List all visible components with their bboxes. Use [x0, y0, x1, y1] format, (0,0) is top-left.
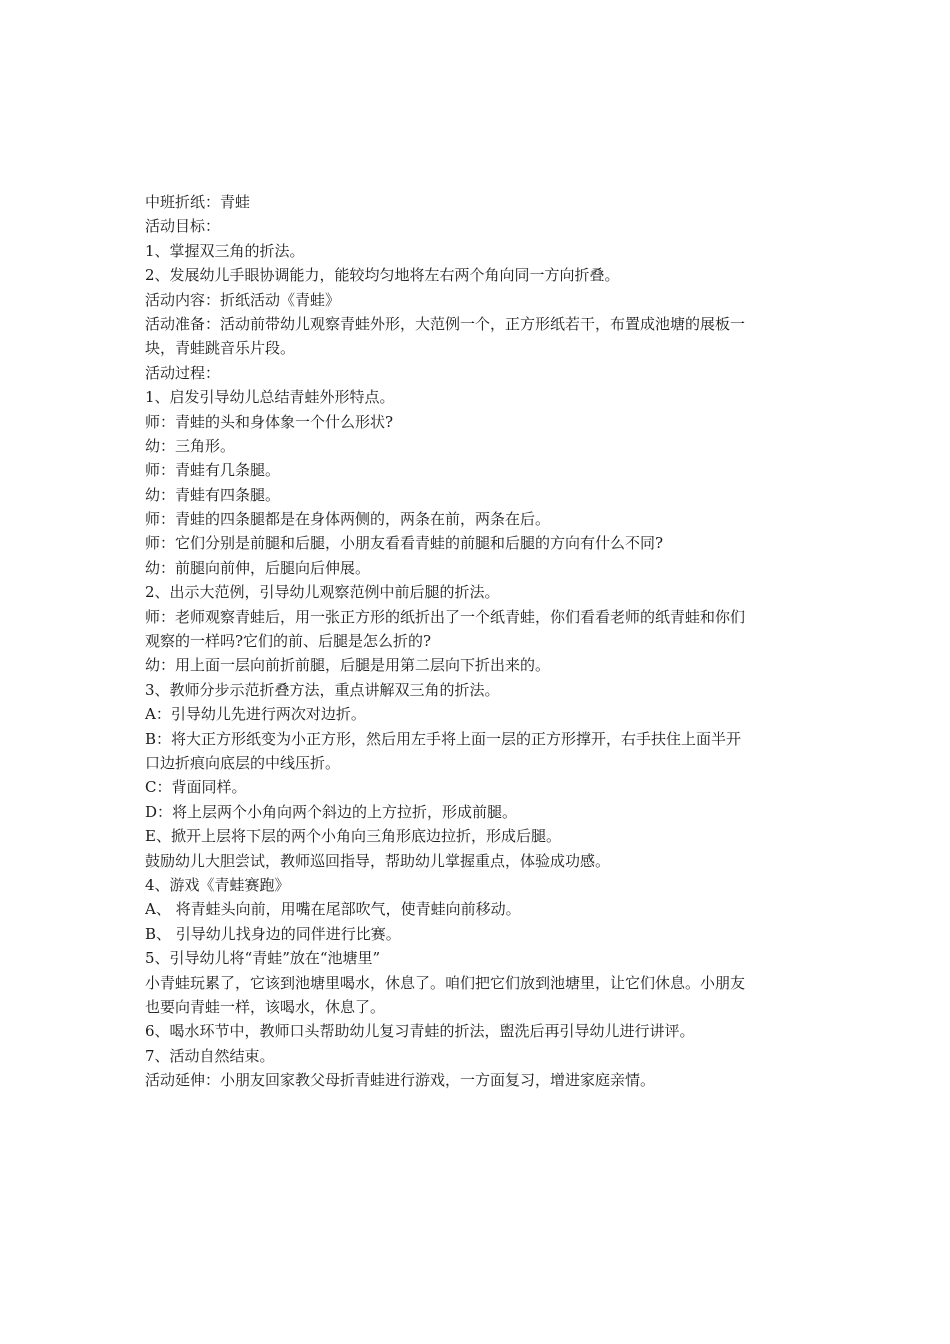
text-line: B：将大正方形纸变为小正方形，然后用左手将上面一层的正方形撑开，右手扶住上面半开	[145, 729, 742, 748]
text-line: 幼：三角形。	[145, 436, 236, 455]
text-line: 口边折痕向底层的中线压折。	[145, 753, 341, 772]
text-line: 4、游戏《青蛙赛跑》	[145, 875, 290, 894]
text-line: 小青蛙玩累了，它该到池塘里喝水，休息了。咱们把它们放到池塘里，让它们休息。小朋友	[145, 973, 746, 992]
text-line: A、 将青蛙头向前，用嘴在尾部吹气，使青蛙向前移动。	[145, 900, 521, 919]
section-heading-process: 活动过程：	[145, 363, 221, 382]
text-line: 师：青蛙有几条腿。	[145, 461, 281, 480]
text-line: C：背面同样。	[145, 778, 247, 797]
text-line: 6、喝水环节中，教师口头帮助幼儿复习青蛙的折法，盥洗后再引导幼儿进行讲评。	[145, 1022, 695, 1041]
text-line: 2、发展幼儿手眼协调能力，能较均匀地将左右两个角向同一方向折叠。	[145, 266, 620, 285]
text-line: 1、启发引导幼儿总结青蛙外形特点。	[145, 388, 395, 407]
section-heading-goals: 活动目标：	[145, 217, 221, 236]
text-line: 2、出示大范例，引导幼儿观察范例中前后腿的折法。	[145, 583, 500, 602]
section-heading-extension: 活动延伸：小朋友回家教父母折青蛙进行游戏，一方面复习，增进家庭亲情。	[145, 1071, 656, 1090]
text-line: 师：青蛙的四条腿都是在身体两侧的，两条在前，两条在后。	[145, 510, 551, 529]
text-line: 观察的一样吗?它们的前、后腿是怎么折的?	[145, 632, 432, 651]
text-line: D：将上层两个小角向两个斜边的上方拉折，形成前腿。	[145, 802, 518, 821]
text-line: 师：老师观察青蛙后，用一张正方形的纸折出了一个纸青蛙，你们看看老师的纸青蛙和你们	[145, 607, 746, 626]
text-line: 鼓励幼儿大胆尝试，教师巡回指导，帮助幼儿掌握重点，体验成功感。	[145, 851, 611, 870]
text-line: E、掀开上层将下层的两个小角向三角形底边拉折，形成后腿。	[145, 827, 561, 846]
text-line: 幼：青蛙有四条腿。	[145, 485, 281, 504]
section-heading-preparation: 活动准备：活动前带幼儿观察青蛙外形，大范例一个，正方形纸若干，布置成池塘的展板一	[145, 314, 746, 333]
text-line: 1、掌握双三角的折法。	[145, 241, 305, 260]
text-line: 3、教师分步示范折叠方法，重点讲解双三角的折法。	[145, 680, 500, 699]
document-body	[145, 190, 815, 1092]
text-line: 也要向青蛙一样，该喝水，休息了。	[145, 997, 386, 1016]
text-line: 幼：前腿向前伸，后腿向后伸展。	[145, 558, 371, 577]
text-line: A：引导幼儿先进行两次对边折。	[145, 705, 366, 724]
text-line: 师：青蛙的头和身体象一个什么形状?	[145, 412, 394, 431]
text-line: 幼：用上面一层向前折前腿，后腿是用第二层向下折出来的。	[145, 656, 551, 675]
text-line: 块，青蛙跳音乐片段。	[145, 339, 296, 358]
section-heading-content: 活动内容：折纸活动《青蛙》	[145, 290, 341, 309]
text-line: 5、引导幼儿将“青蛙”放在“池塘里”	[145, 949, 381, 968]
doc-title: 中班折纸：青蛙	[145, 193, 251, 211]
text-line: B、 引导幼儿找身边的同伴进行比赛。	[145, 924, 401, 943]
text-line: 7、活动自然结束。	[145, 1046, 275, 1065]
text-line: 师：它们分别是前腿和后腿，小朋友看看青蛙的前腿和后腿的方向有什么不同?	[145, 534, 664, 553]
